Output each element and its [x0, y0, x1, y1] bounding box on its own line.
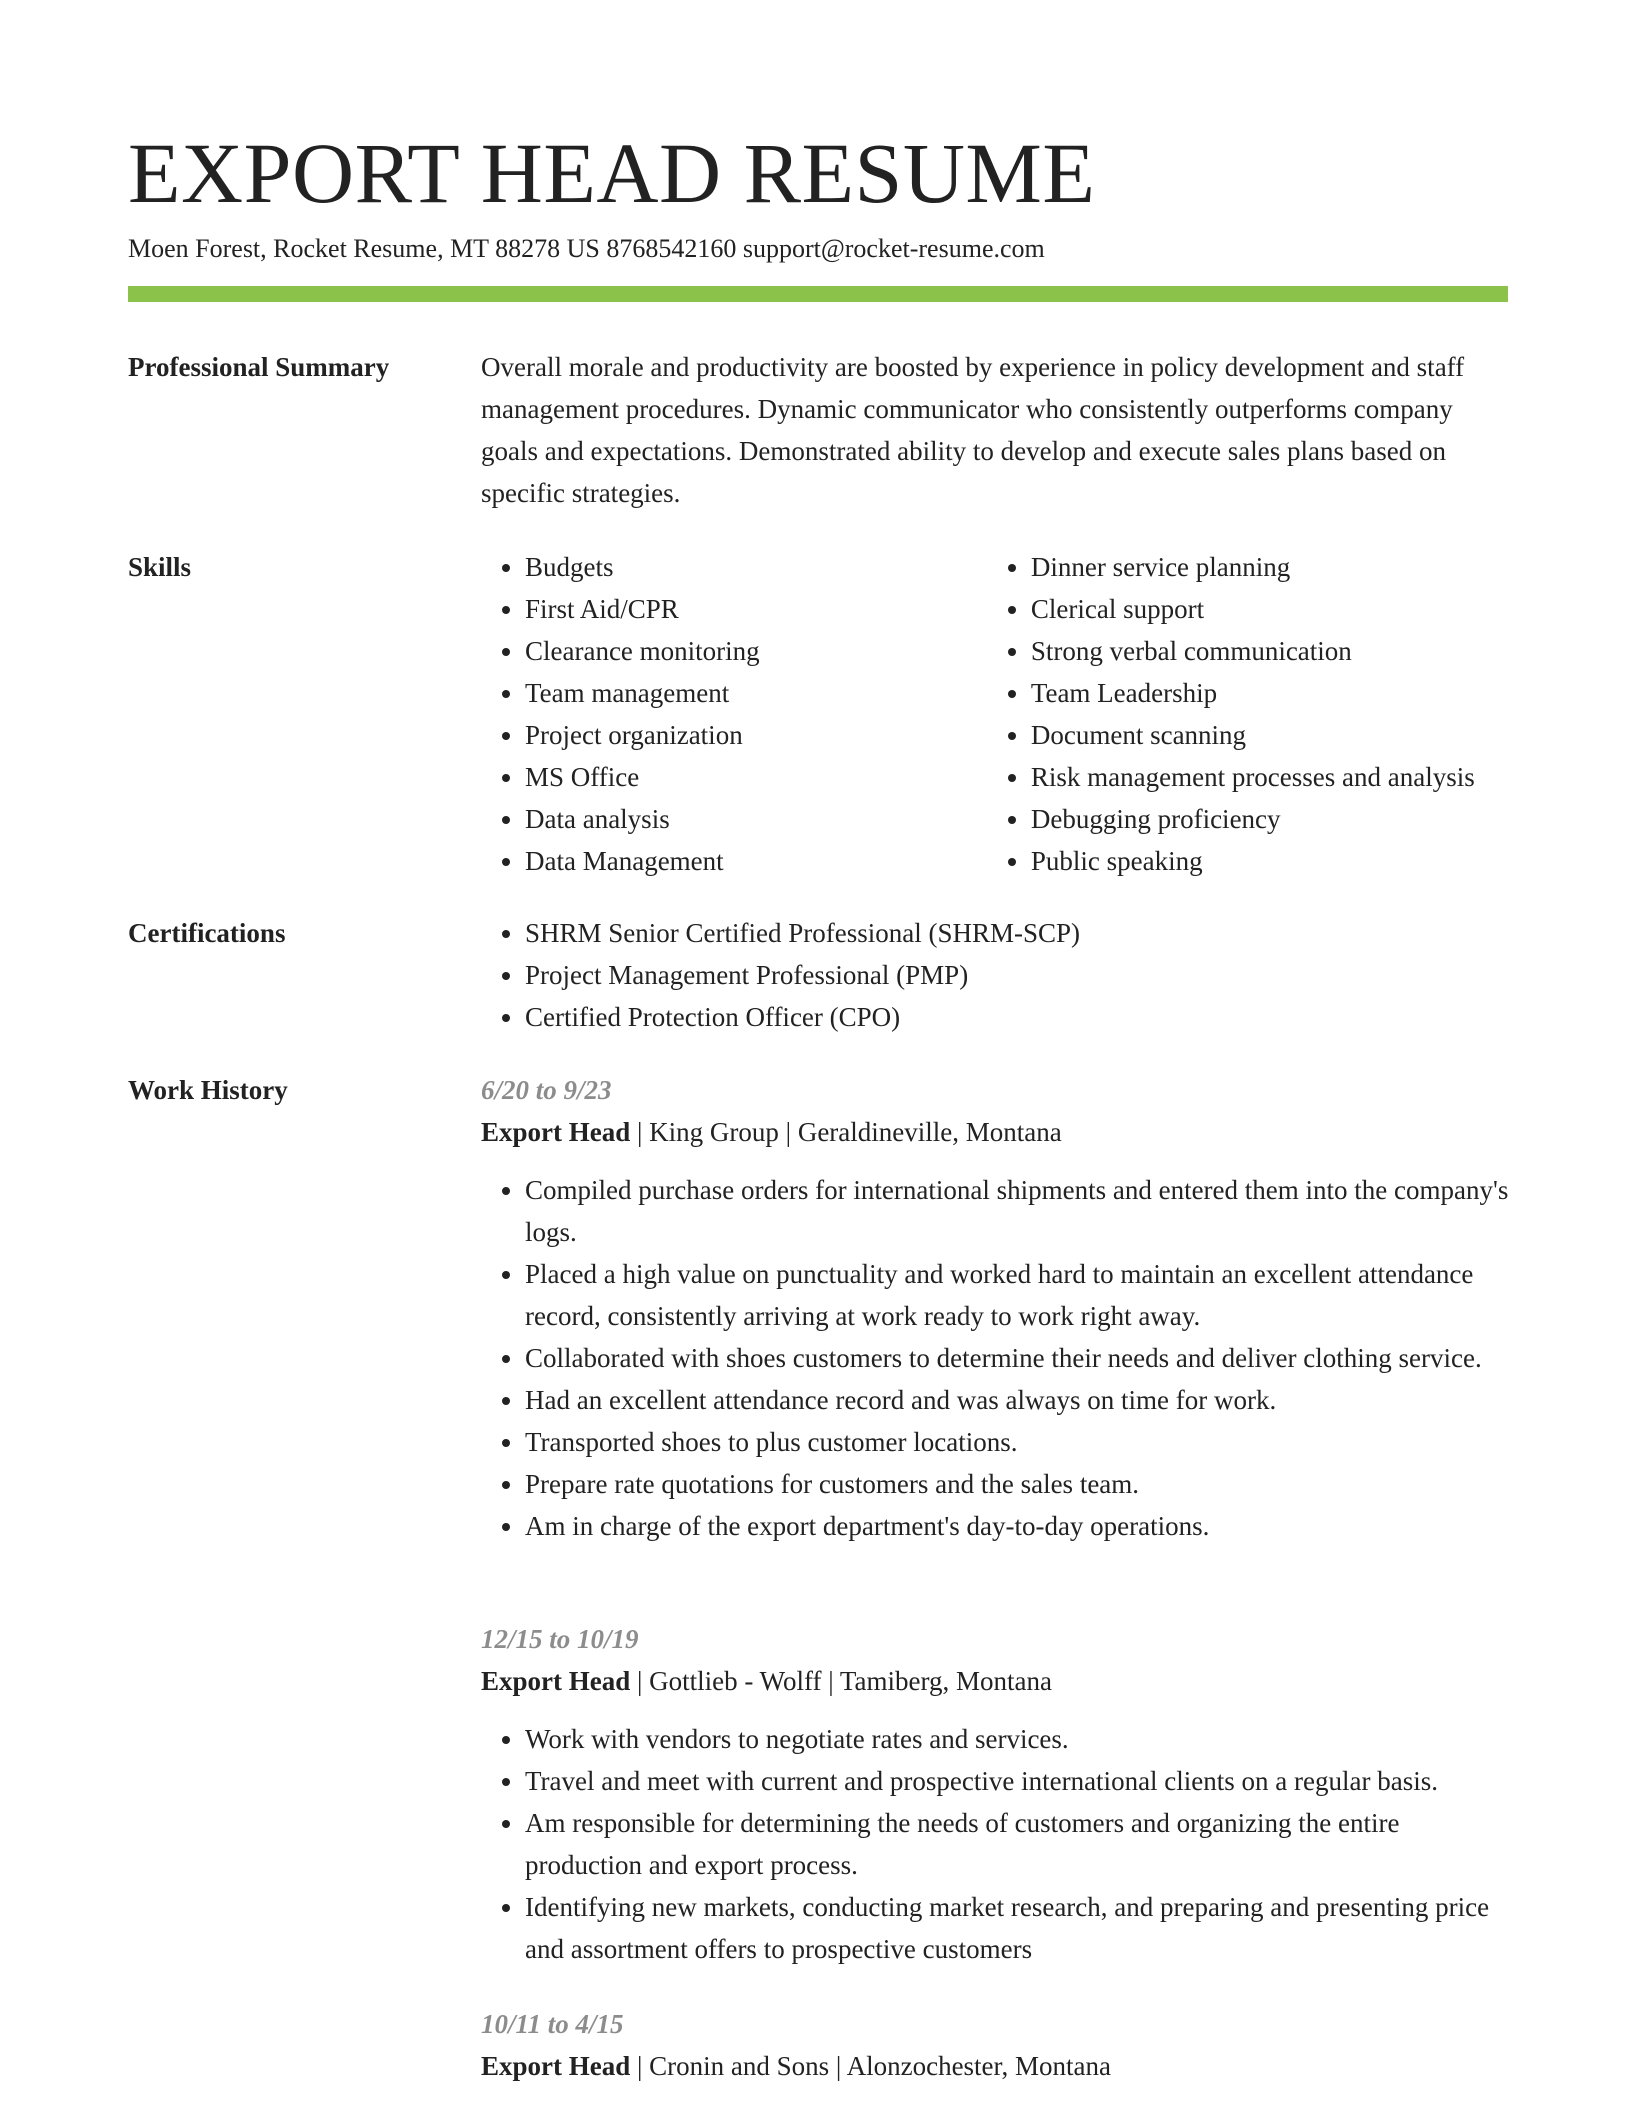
job-heading: [481, 1660, 1511, 1702]
skills-label: Skills: [128, 552, 192, 582]
job-bullet: • Prepare rate quotations for customers and the sales team.: [525, 1463, 1511, 1505]
resume-title: EXPORT HEAD RESUME: [128, 125, 1096, 221]
skill-item: • Dinner service planning: [1031, 546, 1511, 588]
job-date: 12/15 to 10/19: [481, 1624, 639, 1654]
skill-item: • MS Office: [525, 756, 987, 798]
job-entry: [481, 2003, 1511, 2103]
job-bullet: • Am responsible for determining the needs of customers and organizing the entire production and export process.: [525, 1802, 1511, 1886]
certifications-body: [481, 912, 1511, 1038]
job-bullet: • Am in charge of the export department's day-to-day operations.: [525, 1505, 1511, 1547]
summary-text: Overall morale and productivity are boosted by experience in policy development and staff management procedures. Dynamic communicator who consistently outperforms company goals and expectations. Demonstrated ability to develop and execute sales plans based on specific strategies.: [481, 352, 1465, 508]
certification-item: • SHRM Senior Certified Professional (SHRM-SCP): [525, 912, 1511, 954]
skills-list-left: [481, 546, 987, 882]
skill-item: • Data Management: [525, 840, 987, 882]
job-bullet: • Had an excellent attendance record and was always on time for work.: [525, 1379, 1511, 1421]
certification-item: • Project Management Professional (PMP): [525, 954, 1511, 996]
job-details: | Gottlieb - Wolff | Tamiberg, Montana: [630, 1666, 1052, 1696]
skill-item: • Document scanning: [1031, 714, 1511, 756]
job-title: Export Head: [481, 2051, 631, 2081]
job-bullets: [481, 1718, 1511, 1970]
contact-line: Moen Forest, Rocket Resume, MT 88278 US 8768542160 support@rocket-resume.com: [128, 234, 1045, 263]
job-bullet: • Transported shoes to plus customer locations.: [525, 1421, 1511, 1463]
certification-item: • Certified Protection Officer (CPO): [525, 996, 1511, 1038]
job-date: 10/11 to 4/15: [481, 2009, 624, 2039]
skill-item: • Debugging proficiency: [1031, 798, 1511, 840]
job-bullet: • Placed a high value on punctuality and worked hard to maintain an excellent attendance record, consistently arriving at work ready to work right away.: [525, 1253, 1511, 1337]
job-entry: [481, 1069, 1511, 1547]
job-heading: [481, 1111, 1511, 1153]
skill-item: • Clerical support: [1031, 588, 1511, 630]
skill-item: • Team management: [525, 672, 987, 714]
skills-list-right: [987, 546, 1511, 882]
skill-item: • Project organization: [525, 714, 987, 756]
certifications-list: [481, 912, 1511, 1038]
job-details: | King Group | Geraldineville, Montana: [630, 1117, 1062, 1147]
skill-item: • Strong verbal communication: [1031, 630, 1511, 672]
job-bullet: • Work with vendors to negotiate rates and services.: [525, 1718, 1511, 1760]
job-entry: [481, 1618, 1511, 1970]
job-bullet: • Identifying new markets, conducting market research, and preparing and presenting price and assortment offers to prospective customers: [525, 1886, 1511, 1970]
skill-item: • Data analysis: [525, 798, 987, 840]
skill-item: • Risk management processes and analysis: [1031, 756, 1511, 798]
skill-item: • Clearance monitoring: [525, 630, 987, 672]
work-history-label: Work History: [128, 1075, 288, 1105]
header-divider: [128, 286, 1508, 302]
certifications-label: Certifications: [128, 918, 286, 948]
job-bullets: [481, 1169, 1511, 1547]
job-title: Export Head: [481, 1117, 631, 1147]
skill-item: • Budgets: [525, 546, 987, 588]
job-bullet: • Travel and meet with current and prospective international clients on a regular basis.: [525, 1760, 1511, 1802]
summary-body: [481, 346, 1511, 514]
skills-body: [481, 546, 1511, 882]
skill-item: • First Aid/CPR: [525, 588, 987, 630]
summary-label: Professional Summary: [128, 352, 390, 382]
job-heading: [481, 2045, 1511, 2087]
skill-item: • Team Leadership: [1031, 672, 1511, 714]
job-date: 6/20 to 9/23: [481, 1075, 612, 1105]
job-bullet: • Collaborated with shoes customers to determine their needs and deliver clothing service.: [525, 1337, 1511, 1379]
skill-item: • Public speaking: [1031, 840, 1511, 882]
job-bullet: • Compiled purchase orders for international shipments and entered them into the company's logs.: [525, 1169, 1511, 1253]
job-details: | Cronin and Sons | Alonzochester, Montana: [630, 2051, 1111, 2081]
job-title: Export Head: [481, 1666, 631, 1696]
